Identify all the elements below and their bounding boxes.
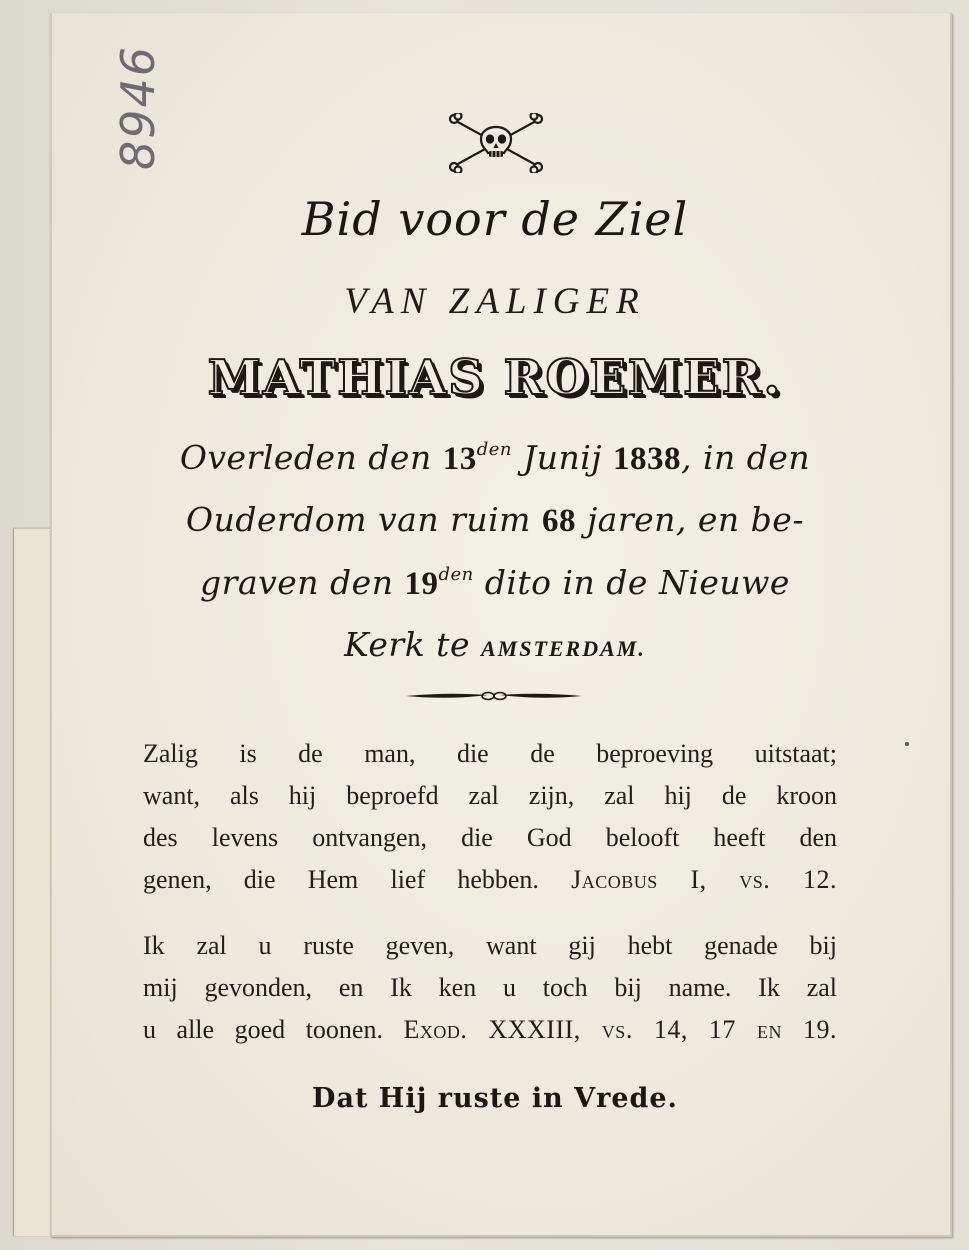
verse-line: des levens ontvangen, die God belooft heeft den bbox=[143, 823, 837, 852]
burial-line bbox=[90, 563, 900, 603]
verse-last-text: genen, die Hem lief hebben. bbox=[143, 865, 539, 894]
ornament-divider bbox=[404, 688, 584, 704]
inventory-number: 8946 bbox=[111, 44, 165, 170]
heading-van-zaliger: VAN ZALIGER bbox=[344, 281, 646, 322]
age-line bbox=[90, 500, 900, 540]
burial-text-b: dito in de Nieuwe bbox=[473, 563, 790, 602]
deceased-name: MATHIAS ROEMER. bbox=[207, 350, 783, 406]
verse-last-text: u alle goed toonen. bbox=[143, 1015, 383, 1044]
verse-line: mij gevonden, en Ik ken u toch bij name. Ik zal bbox=[143, 973, 837, 1002]
verse-exodus bbox=[143, 925, 837, 1051]
death-text-c: , in den bbox=[681, 438, 811, 477]
paper-speck bbox=[905, 742, 909, 746]
city-name: AMSTERDAM. bbox=[480, 636, 646, 661]
closing-blessing: Dat Hij ruste in Vrede. bbox=[312, 1083, 678, 1114]
age-text-b: jaren, en be- bbox=[575, 500, 804, 539]
verse-last-line bbox=[143, 859, 837, 901]
verse-reference: Jacobus I, vs. 12. bbox=[571, 865, 838, 894]
church-line bbox=[90, 625, 900, 664]
burial-text-a: graven den bbox=[200, 563, 405, 602]
death-year: 1838 bbox=[613, 441, 681, 477]
heading-prayer: Bid voor de Ziel bbox=[301, 192, 689, 246]
death-day: 13 bbox=[442, 441, 477, 477]
verse-last-line bbox=[143, 1009, 837, 1051]
death-text-a: Overleden den bbox=[179, 438, 443, 477]
death-day-suffix: den bbox=[476, 439, 512, 460]
verse-line: want, als hij beproefd zal zijn, zal hij de kroon bbox=[143, 781, 837, 810]
verse-jacobus bbox=[143, 733, 837, 901]
card-left-edge bbox=[50, 13, 52, 1235]
age-text-a: Ouderdom van ruim bbox=[186, 500, 542, 539]
death-date-line bbox=[90, 438, 900, 478]
age-value: 68 bbox=[541, 503, 576, 539]
verse-line: Ik zal u ruste geven, want gij hebt genade bij bbox=[143, 931, 837, 960]
skull-crossbones-icon bbox=[446, 113, 546, 173]
church-text: Kerk te bbox=[344, 625, 481, 664]
card-back-flap bbox=[14, 528, 54, 1236]
burial-day: 19 bbox=[404, 566, 439, 602]
death-text-b: Junij bbox=[511, 438, 613, 477]
verse-line: Zalig is de man, die de beproeving uitstaat; bbox=[143, 739, 837, 768]
burial-day-suffix: den bbox=[438, 564, 474, 585]
verse-reference: Exod. XXXIII, vs. 14, 17 en 19. bbox=[403, 1015, 837, 1044]
